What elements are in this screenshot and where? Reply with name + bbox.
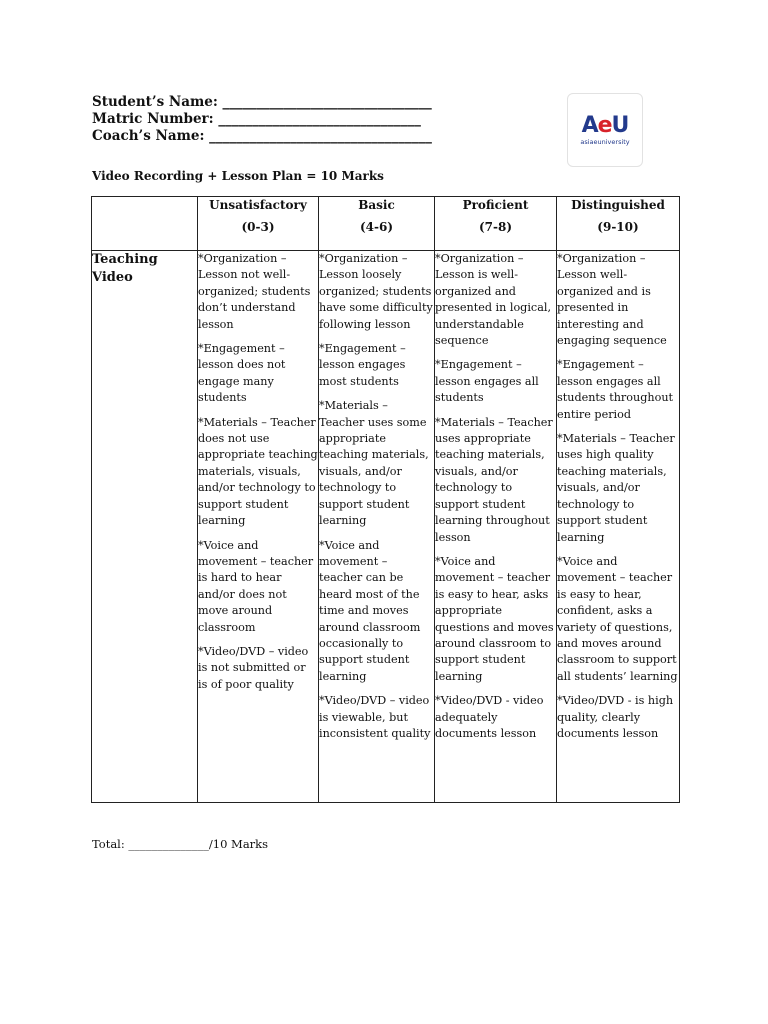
criteria-cell-distinguished [557, 251, 680, 803]
total-marks-field[interactable]: Total: ______________/10 Marks [92, 837, 269, 851]
coach-name-field[interactable]: Coach’s Name: _________________________________ [92, 128, 432, 144]
level-header-basic: Basic (4-6) [319, 197, 435, 251]
criteria-cell-unsatisfactory [198, 251, 319, 803]
criteria-cell-proficient [435, 251, 557, 803]
criterion-materials: *Materials – Teacher uses some appropriate teaching materials, visuals, and/or technology to support student learning [319, 399, 429, 528]
student-info-block [92, 94, 432, 145]
criterion-engagement: *Engagement – lesson does not engage many students [198, 342, 286, 405]
matric-number-field[interactable]: Matric Number: ______________________________ [92, 111, 421, 127]
criterion-voice-movement: *Voice and movement – teacher is hard to hear and/or does not move around classroom [198, 538, 314, 634]
criterion-voice-movement: *Voice and movement – teacher can be heard most of the time and moves around classroom occasionally to support student learning [319, 538, 421, 683]
criteria-cell-basic [319, 251, 435, 803]
row-header-teaching-video: Teaching Video [92, 251, 198, 803]
criterion-engagement: *Engagement – lesson engages most students [319, 342, 406, 388]
criterion-organization: *Organization – Lesson not well-organized; students don’t understand lesson [198, 252, 311, 331]
criterion-organization: *Organization – Lesson well-organized and is presented in interesting and engaging sequence [557, 252, 667, 348]
criterion-materials: *Materials – Teacher uses high quality teaching materials, visuals, and/or technology to support student learning [557, 432, 675, 544]
level-header-unsatisfactory: Unsatisfactory (0-3) [198, 197, 319, 251]
level-header-proficient: Proficient (7-8) [435, 197, 557, 251]
logo-mark: AeU [581, 112, 629, 138]
level-header-distinguished: Distinguished (9-10) [557, 197, 680, 251]
criterion-engagement: *Engagement – lesson engages all students [435, 358, 539, 405]
rubric-row-teaching-video [92, 251, 680, 803]
criterion-video: *Video/DVD - is high quality, clearly documents lesson [557, 694, 674, 740]
criterion-video: *Video/DVD - video adequately documents lesson [435, 694, 544, 740]
logo-subtitle: asiaeuniversity [580, 137, 630, 146]
criterion-organization: *Organization – Lesson loosely organized; students have some difficulty following lesson [319, 252, 433, 331]
student-name-field[interactable]: Student’s Name: _______________________________ [92, 94, 432, 110]
criterion-video: *Video/DVD – video is viewable, but inconsistent quality [319, 694, 431, 740]
rubric-table [91, 196, 680, 803]
corner-cell [92, 197, 198, 251]
rubric-heading: Video Recording + Lesson Plan = 10 Marks [92, 169, 384, 183]
criterion-voice-movement: *Voice and movement – teacher is easy to hear, confident, asks a variety of questions, and moves around classroom to support all students’ learning [557, 554, 678, 683]
rubric-header-row [92, 197, 680, 251]
criterion-materials: *Materials – Teacher does not use appropriate teaching materials, visuals, and/or technology to support student learning [198, 415, 318, 528]
university-logo [567, 93, 643, 167]
criterion-materials: *Materials – Teacher uses appropriate teaching materials, visuals, and/or technology to support student learning throughout lesson [435, 415, 553, 544]
criterion-video: *Video/DVD – video is not submitted or is of poor quality [198, 644, 309, 691]
criterion-engagement: *Engagement – lesson engages all students throughout entire period [557, 358, 674, 421]
criterion-organization: *Organization – Lesson is well-organized and presented in logical, understandable sequence [435, 252, 551, 348]
criterion-voice-movement: *Voice and movement – teacher is easy to hear, asks appropriate questions and moves around classroom to support student learning [435, 554, 554, 683]
